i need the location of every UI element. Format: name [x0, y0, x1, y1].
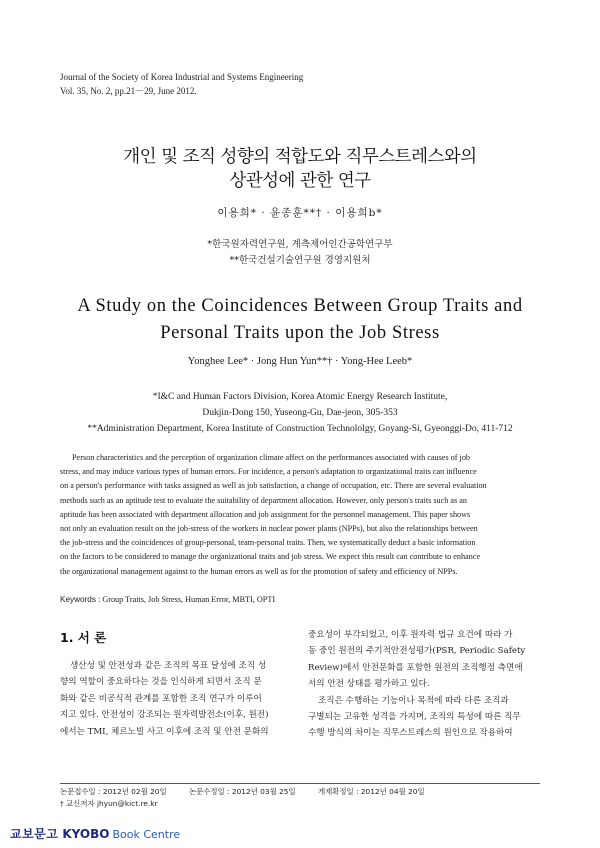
logo-brand: KYOBO [62, 827, 110, 841]
english-affiliations [0, 389, 600, 437]
keywords-list: : Group Traits, Job Stress, Human Error, MBTI, OPTI [95, 595, 276, 604]
english-title-line2: Personal Traits upon the Job Stress [160, 323, 440, 343]
abstract-line: on the factors to be considered to manage the organizational traits and job stress. We expect this result can contribute to enhance [60, 552, 481, 562]
revised-date: 논문수정일 : 2012년 03월 25일 [188, 787, 296, 796]
keywords-label: Keywords [60, 595, 96, 604]
body-line: 구별되는 고유한 성격을 가지며, 조직의 특성에 따른 직무 [308, 712, 521, 723]
body-line: Review)에서 안전문화를 포함한 원전의 조직행정 측면에 [308, 662, 523, 673]
footnote-dates [60, 786, 445, 797]
body-line: 지고 있다. 안전성이 강조되는 원자력발전소(이후, 원전) [60, 710, 269, 721]
abstract-line: aptitude has been associated with department allocation and job assignment for the personnel management. This paper shows [60, 509, 471, 519]
body-line: 수행 방식의 차이는 직무스트레스의 원인으로 작용하여 [308, 728, 513, 739]
accepted-date: 게재확정일 : 2012년 04월 20일 [317, 787, 425, 796]
korean-affiliation-2: **한국건설기술연구원 경영지원처 [229, 255, 371, 266]
body-line: 화와 같은 비공식적 관계를 포함한 조직 연구가 이루어 [60, 693, 262, 704]
body-column-right [308, 627, 540, 742]
korean-affiliation-1: *한국원자력연구원, 계측제어인간공학연구부 [207, 239, 393, 250]
journal-header [60, 70, 303, 98]
abstract-line: stress, and may induce various types of human errors. For incidence, a person's adaptation to organizational traits can influence [60, 467, 477, 477]
english-affiliation-3: **Administration Department, Korea Institute of Construction Technololgy, Goyang-Si, Gyeonggi-Do, 411-712 [87, 424, 513, 434]
section-heading-introduction: 1. 서 론 [60, 630, 107, 645]
abstract-line: the organizational management against to the human errors as well as for the promotion of safety and efficiency of NPPs. [60, 566, 458, 576]
abstract-line: not only an evaluation result on the job-stress of the workers in nuclear power plants (NPPs), but also the relationships between [60, 524, 478, 534]
korean-title-line2: 상관성에 관한 연구 [229, 171, 371, 191]
english-title [0, 293, 600, 347]
abstract-line: methods such as an aptitude test to evaluate the suitability of department allocation. However, only person's traits such as an [60, 495, 468, 505]
korean-title-line1: 개인 및 조직 성향의 적합도와 직무스트레스와의 [123, 147, 477, 167]
corresponding-author: † 교신저자 jhyun@kict.re.kr [60, 799, 158, 808]
english-affiliation-2: Dukjin-Dong 150, Yuseong-Gu, Dae-jeon, 305-353 [202, 408, 398, 418]
body-line: 중요성이 부각되었고, 이후 원자력 법규 요건에 따라 가 [308, 630, 513, 640]
body-line: 서의 안전 상태를 평가하고 있다. [308, 679, 430, 690]
received-date: 논문접수일 : 2012년 02월 20일 [60, 787, 167, 796]
english-affiliation-1: *I&C and Human Factors Division, Korea Atomic Energy Research Institute, [152, 392, 448, 402]
english-authors: Yonghee Lee* · Jong Hun Yun**† · Yong-Hee Leeb* [187, 356, 413, 367]
abstract [60, 451, 540, 579]
abstract-line: on a person's performance with tasks assigned as well as job satisfaction, a change of occupation, etc. There are several evaluation [60, 481, 487, 491]
footnote-divider [60, 783, 540, 784]
keywords [60, 595, 275, 604]
journal-volume: Vol. 35, No. 2, pp.21－29, June 2012. [60, 86, 197, 96]
abstract-line: Person characteristics and the perception of organization climate affect on the performances associated with causes of job [72, 453, 471, 462]
kyobo-logo [10, 823, 180, 842]
korean-authors: 이용희* · 윤종훈**† · 이용희b* [217, 207, 383, 219]
abstract-line: the job-stress and the coincidences of group-personal, team-personal traits. Then, we systematically deduct a basic information [60, 538, 476, 548]
logo-korean: 교보문고 [10, 827, 59, 841]
body-line: 향의 역할이 중요하다는 것을 인식하게 되면서 조직 문 [60, 677, 262, 688]
journal-name: Journal of the Society of Korea Industrial and Systems Engineering [60, 72, 304, 82]
body-line: 동 중인 원전의 주기적안전성평가(PSR, Periodic Safety [308, 646, 526, 657]
body-column-left [60, 658, 292, 740]
body-line: 생산성 및 안전성과 같은 조직의 목표 달성에 조직 성 [70, 661, 267, 671]
korean-affiliations [0, 237, 600, 269]
logo-sub: Book Centre [112, 828, 181, 841]
korean-title [0, 145, 600, 193]
body-line: 에서는 TMI, 체르노빌 사고 이후에 조직 및 안전 문화의 [60, 726, 269, 737]
english-title-line1: A Study on the Coincidences Between Group Traits and [77, 296, 523, 316]
body-line: 조직은 수행하는 기능이나 목적에 따라 다른 조직과 [318, 695, 509, 706]
